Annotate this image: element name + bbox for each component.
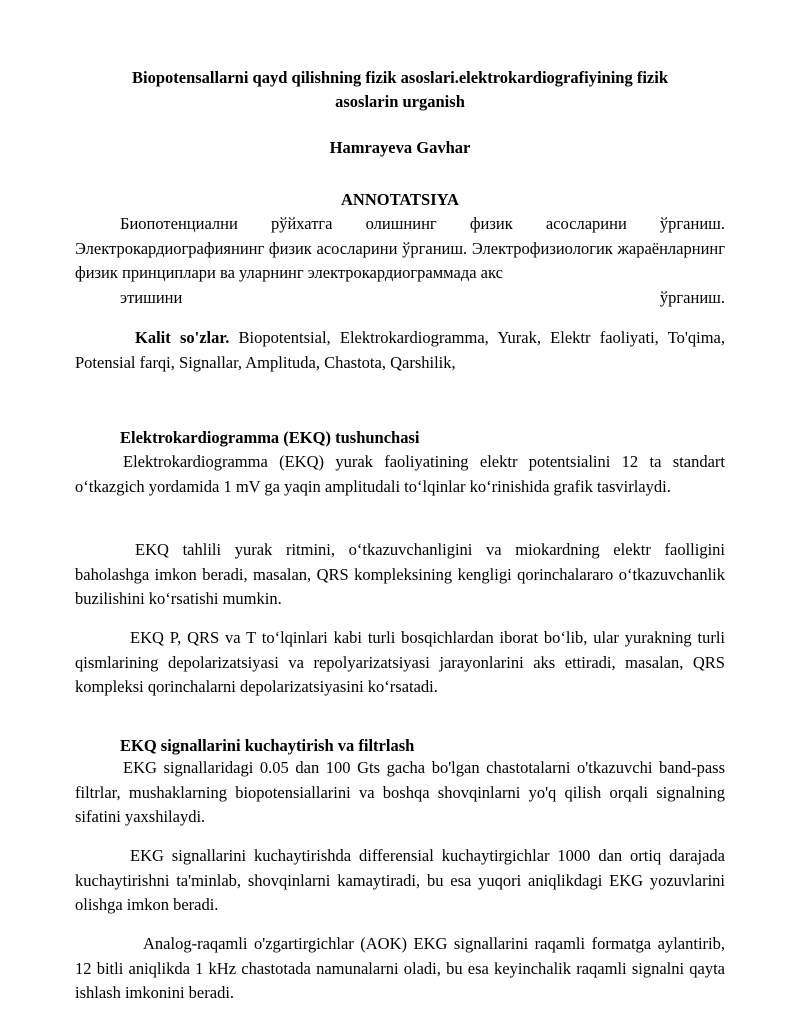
section-heading-ekq: Elektrokardiogramma (EKQ) tushunchasi: [120, 428, 420, 447]
section2-paragraph-2: EKG signallarini kuchaytirishda differensial kuchaytirgichlar 1000 dan ortiq darajada kuchaytirishni ta'minlab, shovqinlarni kamaytiradi, bu esa yuqori aniqlikdagi EKG yozuvlarini olishga imkon beradi.: [75, 846, 725, 914]
annotation-last-line: [75, 286, 725, 311]
paper-title: [75, 66, 725, 114]
annotation-text: Биопотенциални рўйхатга олишнинг физик асосларини ўрганиш. Электрокардиографиянинг физик асосларини ўрганиш. Электрофизиологик жараёнларнинг физик принциплари ва уларнинг электрокардиограммада акс: [75, 214, 725, 282]
section2-paragraph-3: Analog-raqamli o'zgartirgichlar (AOK) EKG signallarini raqamli formatga aylantirib, 12 bitli aniqlikda 1 kHz chastotada namunalarni oladi, bu esa keyinchalik raqamli signalni qayta ishlash imkonini beradi.: [75, 934, 725, 1002]
author-name: Hamrayeva Gavhar: [329, 138, 471, 157]
annotation-last-word-left: этишини: [120, 287, 183, 307]
annotation-heading: ANNOTATSIYA: [341, 190, 459, 209]
section1-paragraph-3: EKQ P, QRS va T toʻlqinlari kabi turli bosqichlardan iborat boʻlib, ular yurakning turli qismlarining depolarizatsiyasi va repolyarizatsiyasi jarayonlarini aks ettiradi, masalan, QRS kompleksi qorinchalarni depolarizatsiyasini koʻrsatadi.: [75, 628, 725, 696]
keywords-label: Kalit so'zlar.: [135, 328, 230, 347]
section1-paragraph-2: EKQ tahlili yurak ritmini, oʻtkazuvchanligini va miokardning elektr faolligini baholashga imkon beradi, masalan, QRS kompleksining kengligi qorinchalararo oʻtkazuvchanlik buzilishini koʻrsatishi mumkin.: [75, 540, 725, 608]
section-heading-signals: EKQ signallarini kuchaytirish va filtrlash: [120, 736, 415, 755]
keywords-text: Biopotentsial, Elektrokardiogramma, Yurak, Elektr faoliyati, To'qima, Potensial farqi, Signallar, Amplituda, Chastota, Qarshilik,: [75, 328, 725, 372]
section2-paragraph-1: EKG signallaridagi 0.05 dan 100 Gts gacha bo'lgan chastotalarni o'tkazuvchi band-pass filtrlar, mushaklarning biopotensiallarini va boshqa shovqinlarni yo'q qilish orqali signalning sifatini yaxshilaydi.: [75, 758, 725, 826]
annotation-paragraph: [75, 212, 725, 310]
annotation-last-word-right: ўрганиш.: [659, 287, 725, 307]
section1-paragraph-1: Elektrokardiogramma (EKQ) yurak faoliyatining elektr potentsialini 12 ta standart oʻtkazgich yordamida 1 mV ga yaqin amplitudali toʻlqinlar koʻrinishida grafik tasvirlaydi.: [75, 452, 725, 496]
keywords-paragraph: [75, 326, 725, 375]
paper-title-line-1: Biopotensallarni qayd qilishning fizik asoslari.elektrokardiografiyining fizik: [131, 68, 669, 87]
paper-title-line-2: asoslarin urganish: [335, 92, 465, 111]
